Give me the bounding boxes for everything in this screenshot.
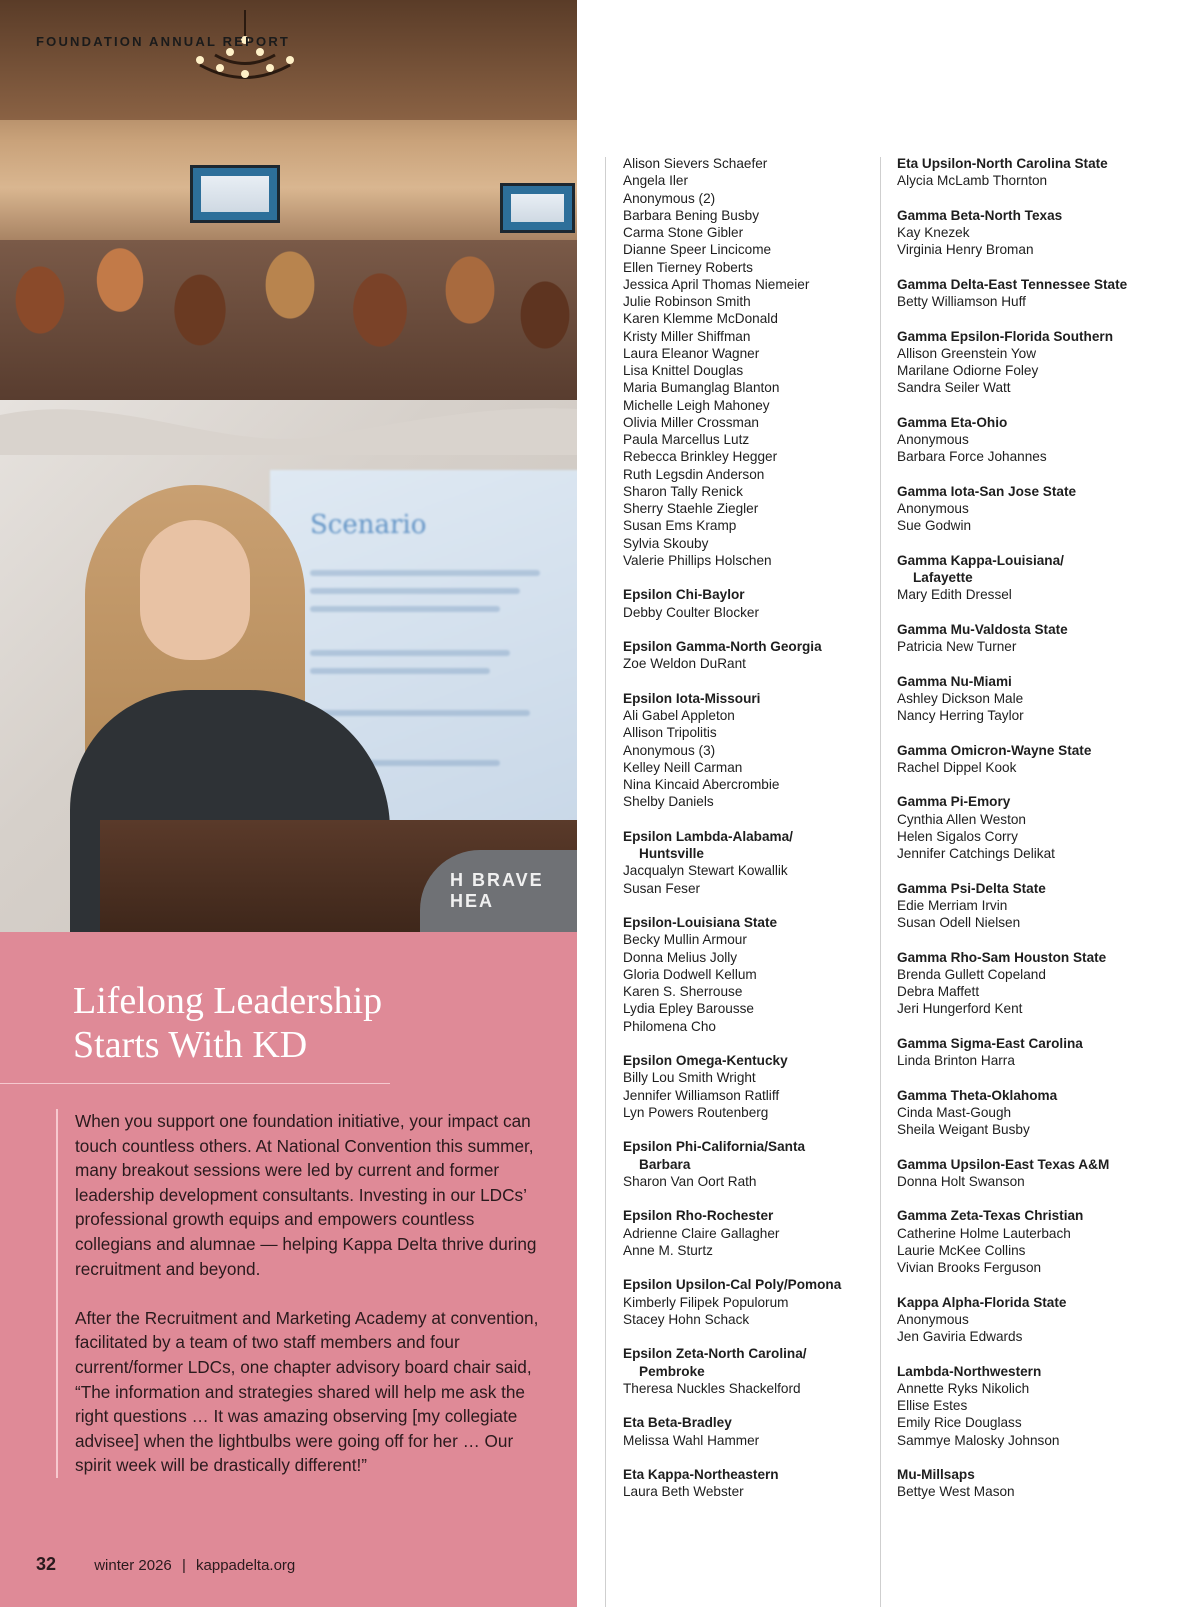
donor-name: Cynthia Allen Weston [897, 811, 1026, 827]
chapter-name: Epsilon Zeta-North Carolina/ [623, 1346, 807, 1362]
chandelier-icon [190, 10, 300, 100]
chapter-name: Eta Kappa-Northeastern [623, 1467, 779, 1482]
donor-name: Anonymous [897, 432, 969, 447]
donor-name: Dianne Speer Lincicome [623, 242, 772, 258]
donor-name: Philomena Cho [623, 1018, 716, 1034]
chapter-name: Gamma Epsilon-Florida Southern [897, 328, 1114, 344]
speaker-face [140, 520, 250, 660]
donor-name: Cinda Mast-Gough [897, 1104, 1012, 1120]
donor-name: Olivia Miller Crossman [623, 414, 759, 430]
donor-name: Laurie McKee Collins [897, 1242, 1026, 1258]
donor-name: Allison Greenstein Yow [897, 345, 1037, 361]
slide-title: Scenario [310, 510, 427, 540]
chapter-name: Epsilon Rho-Rochester [623, 1208, 774, 1224]
donor-name: Sue Godwin [897, 518, 972, 534]
chapter-heading [623, 690, 878, 707]
page-footer [36, 1554, 295, 1575]
feature-panel [0, 0, 577, 1607]
donor-name: Paula Marcellus Lutz [623, 432, 750, 447]
chapter-heading [623, 828, 878, 863]
donor-name: Gloria Dodwell Kellum [623, 966, 757, 982]
chapter-name: Mu-Millsaps [897, 1467, 975, 1482]
column-rule-right [880, 157, 881, 1607]
donor-name: Kay Knezek [897, 225, 970, 240]
site-link[interactable]: kappadelta.org [196, 1557, 296, 1574]
chapter-name: Eta Upsilon-North Carolina State [897, 156, 1108, 171]
chapter-group [623, 1052, 878, 1121]
column-rule-left [605, 157, 606, 1607]
donor-name: Maria Bumanglag Blanton [623, 380, 780, 396]
chapter-group [623, 1138, 878, 1190]
donor-name: Laura Beth Webster [623, 1484, 744, 1500]
donor-name: Karen S. Sherrouse [623, 984, 743, 999]
chapter-group [897, 1363, 1187, 1449]
chapter-name: Gamma Mu-Valdosta State [897, 621, 1068, 637]
donor-name: Brenda Gullett Copeland [897, 966, 1046, 982]
chapter-name: Gamma Theta-Oklahoma [897, 1087, 1058, 1103]
chapter-group [897, 793, 1187, 862]
chapter-group [897, 673, 1187, 725]
donor-name: Angela Iler [623, 173, 688, 189]
donor-name: Jeri Hungerford Kent [897, 1001, 1023, 1017]
chapter-heading [897, 621, 1187, 638]
chapter-group [897, 483, 1187, 535]
chapter-group [897, 1207, 1187, 1276]
donor-name: Becky Mullin Armour [623, 932, 747, 948]
donor-name: Sylvia Skouby [623, 535, 709, 551]
chapter-heading [897, 742, 1187, 759]
chapter-heading [897, 673, 1187, 690]
podium-sign: H BRAVE HEA [420, 850, 577, 935]
donor-name: Sammye Malosky Johnson [897, 1432, 1060, 1448]
donor-name: Carma Stone Gibler [623, 225, 744, 240]
donor-column-1 [623, 155, 878, 1518]
chapter-group [897, 949, 1187, 1018]
story-box [0, 932, 577, 1607]
chapter-name: Gamma Psi-Delta State [897, 880, 1046, 896]
chapter-name: Gamma Upsilon-East Texas A&M [897, 1156, 1110, 1172]
chapter-group [623, 1276, 878, 1328]
donor-name: Ellise Estes [897, 1398, 968, 1413]
chapter-name: Gamma Sigma-East Carolina [897, 1035, 1083, 1051]
chapter-name: Gamma Kappa-Louisiana/ [897, 552, 1064, 568]
chapter-group [897, 742, 1187, 777]
donor-name: Jen Gaviria Edwards [897, 1329, 1023, 1344]
chapter-heading [897, 1156, 1187, 1173]
chapter-name: Gamma Iota-San Jose State [897, 483, 1077, 499]
projection-screen-left [190, 165, 280, 223]
chapter-heading [897, 414, 1187, 431]
chapter-group [623, 1466, 878, 1501]
donor-column-2 [897, 155, 1187, 1518]
issue-label: winter 2026 [94, 1557, 172, 1574]
chapter-group [897, 1294, 1187, 1346]
donor-name: Anonymous (2) [623, 190, 716, 206]
donor-name: Anonymous [897, 1311, 969, 1327]
chapter-heading [623, 914, 878, 931]
story-paragraph: When you support one foundation initiative, your impact can touch countless others. At National Convention this summer, many breakout sessions were led by current and former leadership development consultants. Investing in our LDCs’ professional growth equips and empowers countless collegians and alumnae — helping Kappa Delta thrive during recruitment and beyond. [75, 1111, 537, 1279]
donor-name: Sheila Weigant Busby [897, 1122, 1030, 1137]
donor-name: Mary Edith Dressel [897, 587, 1012, 603]
donor-name: Ellen Tierney Roberts [623, 259, 753, 275]
donor-name: Laura Eleanor Wagner [623, 345, 760, 361]
donor-name: Shelby Daniels [623, 794, 714, 810]
donor-name: Jennifer Catchings Delikat [897, 846, 1055, 861]
chapter-heading [897, 793, 1187, 810]
donor-name: Zoe Weldon DuRant [623, 656, 746, 672]
chapter-group [897, 207, 1187, 259]
donor-name: Lisa Knittel Douglas [623, 363, 744, 378]
chapter-name: Epsilon Iota-Missouri [623, 690, 761, 706]
donor-name: Debra Maffett [897, 984, 980, 999]
chapter-name-continued: Pembroke [639, 1363, 705, 1379]
story-heading-line1: Lifelong Leadership [73, 980, 383, 1022]
chapter-name: Eta Beta-Bradley [623, 1415, 732, 1431]
chapter-name: Gamma Beta-North Texas [897, 207, 1063, 223]
donor-name: Betty Williamson Huff [897, 294, 1026, 309]
donor-name: Michelle Leigh Mahoney [623, 397, 770, 413]
donor-name: Billy Lou Smith Wright [623, 1070, 756, 1086]
chapter-name: Gamma Omicron-Wayne State [897, 742, 1092, 758]
donor-name: Emily Rice Douglass [897, 1415, 1022, 1431]
donor-name: Theresa Nuckles Shackelford [623, 1380, 801, 1396]
donor-name: Anonymous [897, 501, 969, 516]
chapter-heading [897, 552, 1187, 587]
chapter-heading [897, 328, 1187, 345]
projection-screen-right [500, 183, 575, 233]
donor-name: Debby Coulter Blocker [623, 604, 759, 620]
section-kicker: FOUNDATION ANNUAL REPORT [36, 34, 291, 49]
donor-name: Virginia Henry Broman [897, 242, 1034, 258]
chapter-group [623, 1345, 878, 1397]
donor-name: Barbara Force Johannes [897, 449, 1047, 465]
chapter-heading [623, 586, 878, 603]
donor-name: Lyn Powers Routenberg [623, 1104, 769, 1120]
chapter-group [897, 155, 1187, 190]
chapter-group [897, 276, 1187, 311]
donor-name: Alison Sievers Schaefer [623, 156, 768, 171]
chapter-group [623, 828, 878, 897]
wave-divider [0, 395, 577, 455]
story-heading-line2: Starts With KD [73, 1024, 308, 1066]
donor-name: Susan Odell Nielsen [897, 915, 1021, 930]
donor-name: Annette Ryks Nikolich [897, 1380, 1030, 1396]
chapter-heading [623, 1276, 878, 1293]
donor-name: Marilane Odiorne Foley [897, 363, 1039, 378]
chapter-heading [897, 483, 1187, 500]
heading-rule [0, 1083, 390, 1084]
donor-name: Alycia McLamb Thornton [897, 173, 1048, 189]
donor-name: Jessica April Thomas Niemeier [623, 276, 810, 292]
chapter-name: Epsilon Upsilon-Cal Poly/Pomona [623, 1277, 842, 1293]
chapter-name: Kappa Alpha-Florida State [897, 1294, 1067, 1310]
chapter-name: Gamma Delta-East Tennessee State [897, 276, 1128, 292]
chapter-heading [623, 1138, 878, 1173]
donor-name: Rachel Dippel Kook [897, 759, 1017, 775]
chapter-name: Gamma Rho-Sam Houston State [897, 949, 1107, 965]
chapter-heading [897, 207, 1187, 224]
chapter-group [623, 155, 878, 569]
chapter-name: Gamma Pi-Emory [897, 794, 1011, 810]
donor-name: Susan Feser [623, 880, 701, 896]
page-number: 32 [36, 1554, 57, 1574]
chapter-heading [623, 638, 878, 655]
chapter-group [897, 621, 1187, 656]
donor-name: Edie Merriam Irvin [897, 897, 1008, 913]
chapter-heading [897, 1466, 1187, 1483]
donor-name: Kimberly Filipek Populorum [623, 1294, 789, 1310]
donor-name: Jacqualyn Stewart Kowallik [623, 863, 788, 879]
chapter-group [623, 1207, 878, 1259]
chapter-group [623, 638, 878, 673]
donor-name: Valerie Phillips Holschen [623, 552, 772, 568]
donor-name: Sharon Van Oort Rath [623, 1173, 757, 1189]
donor-name: Julie Robinson Smith [623, 294, 751, 309]
chapter-group [897, 414, 1187, 466]
donor-name: Kristy Miller Shiffman [623, 328, 751, 344]
chapter-group [897, 552, 1187, 604]
donor-name: Sherry Staehle Ziegler [623, 501, 759, 516]
chapter-name: Epsilon Lambda-Alabama/ [623, 828, 793, 844]
chapter-name: Epsilon Gamma-North Georgia [623, 639, 822, 654]
donor-name: Sandra Seiler Watt [897, 380, 1011, 396]
story-heading [73, 979, 493, 1067]
chapter-heading [897, 155, 1187, 172]
donor-name: Donna Holt Swanson [897, 1173, 1025, 1189]
donor-name: Donna Melius Jolly [623, 949, 738, 965]
chapter-group [897, 1087, 1187, 1139]
speaker-photo [0, 400, 577, 935]
donor-name: Ali Gabel Appleton [623, 708, 735, 723]
chapter-name: Gamma Zeta-Texas Christian [897, 1208, 1084, 1224]
chapter-name-continued: Huntsville [639, 846, 704, 861]
donor-name: Linda Brinton Harra [897, 1053, 1015, 1068]
chapter-heading [623, 1052, 878, 1069]
chapter-name-continued: Barbara [639, 1156, 691, 1172]
donor-name: Catherine Holme Lauterbach [897, 1225, 1071, 1241]
chapter-heading [897, 1363, 1187, 1380]
chapter-name: Lambda-Northwestern [897, 1363, 1042, 1379]
donor-name: Kelley Neill Carman [623, 759, 743, 775]
donor-name: Nina Kincaid Abercrombie [623, 777, 780, 792]
chapter-group [897, 1466, 1187, 1501]
chapter-group [623, 586, 878, 621]
chapter-group [897, 880, 1187, 932]
chapter-name: Epsilon Omega-Kentucky [623, 1053, 788, 1068]
donor-name: Bettye West Mason [897, 1484, 1015, 1500]
chapter-group [623, 1414, 878, 1449]
donor-name: Adrienne Claire Gallagher [623, 1225, 780, 1241]
story-paragraph: After the Recruitment and Marketing Academy at convention, facilitated by a team of two staff members and four current/former LDCs, one chapter advisory board chair said, “The information and strategies shared will help me ask the right questions … It was amazing observing [my collegiate advisee] when the lightbulbs were going off for her … Our spirit week will be drastically different!” [75, 1307, 539, 1476]
donor-name: Barbara Bening Busby [623, 207, 760, 223]
chapter-group [623, 914, 878, 1035]
donor-name: Patricia New Turner [897, 639, 1017, 654]
donor-name: Jennifer Williamson Ratliff [623, 1087, 780, 1103]
chapter-heading [897, 880, 1187, 897]
donor-name: Nancy Herring Taylor [897, 708, 1024, 723]
donor-name: Stacey Hohn Schack [623, 1311, 750, 1327]
chapter-name: Gamma Nu-Miami [897, 673, 1012, 689]
chapter-group [897, 1156, 1187, 1191]
chapter-heading [897, 949, 1187, 966]
chapter-heading [623, 1345, 878, 1380]
chapter-heading [623, 1207, 878, 1224]
donor-name: Melissa Wahl Hammer [623, 1432, 760, 1448]
donor-name: Anonymous (3) [623, 742, 716, 758]
chapter-group [623, 690, 878, 811]
donor-name: Ashley Dickson Male [897, 690, 1024, 706]
chapter-name: Epsilon-Louisiana State [623, 915, 778, 930]
chapter-heading [897, 1207, 1187, 1224]
chapter-heading [897, 1035, 1187, 1052]
donor-name: Ruth Legsdin Anderson [623, 466, 765, 482]
story-body [56, 1109, 546, 1478]
chapter-group [897, 328, 1187, 397]
donor-name: Susan Ems Kramp [623, 518, 737, 534]
chapter-heading [623, 1414, 878, 1431]
donor-name: Allison Tripolitis [623, 725, 717, 741]
chapter-name: Epsilon Chi-Baylor [623, 587, 745, 603]
chapter-heading [897, 276, 1187, 293]
chapter-group [897, 1035, 1187, 1070]
donor-name: Vivian Brooks Ferguson [897, 1260, 1042, 1275]
chapter-heading [897, 1087, 1187, 1104]
chapter-heading [897, 1294, 1187, 1311]
chapter-name: Gamma Eta-Ohio [897, 414, 1008, 430]
donor-name: Rebecca Brinkley Hegger [623, 449, 778, 465]
donor-name: Helen Sigalos Corry [897, 828, 1018, 844]
chapter-name-continued: Lafayette [913, 570, 973, 585]
chapter-heading [623, 1466, 878, 1483]
donor-name: Anne M. Sturtz [623, 1242, 713, 1258]
donor-name: Lydia Epley Barousse [623, 1001, 754, 1017]
donor-name: Sharon Tally Renick [623, 483, 743, 499]
donor-name: Karen Klemme McDonald [623, 311, 778, 327]
chapter-name: Epsilon Phi-California/Santa [623, 1139, 806, 1155]
footer-divider: | [181, 1557, 186, 1574]
